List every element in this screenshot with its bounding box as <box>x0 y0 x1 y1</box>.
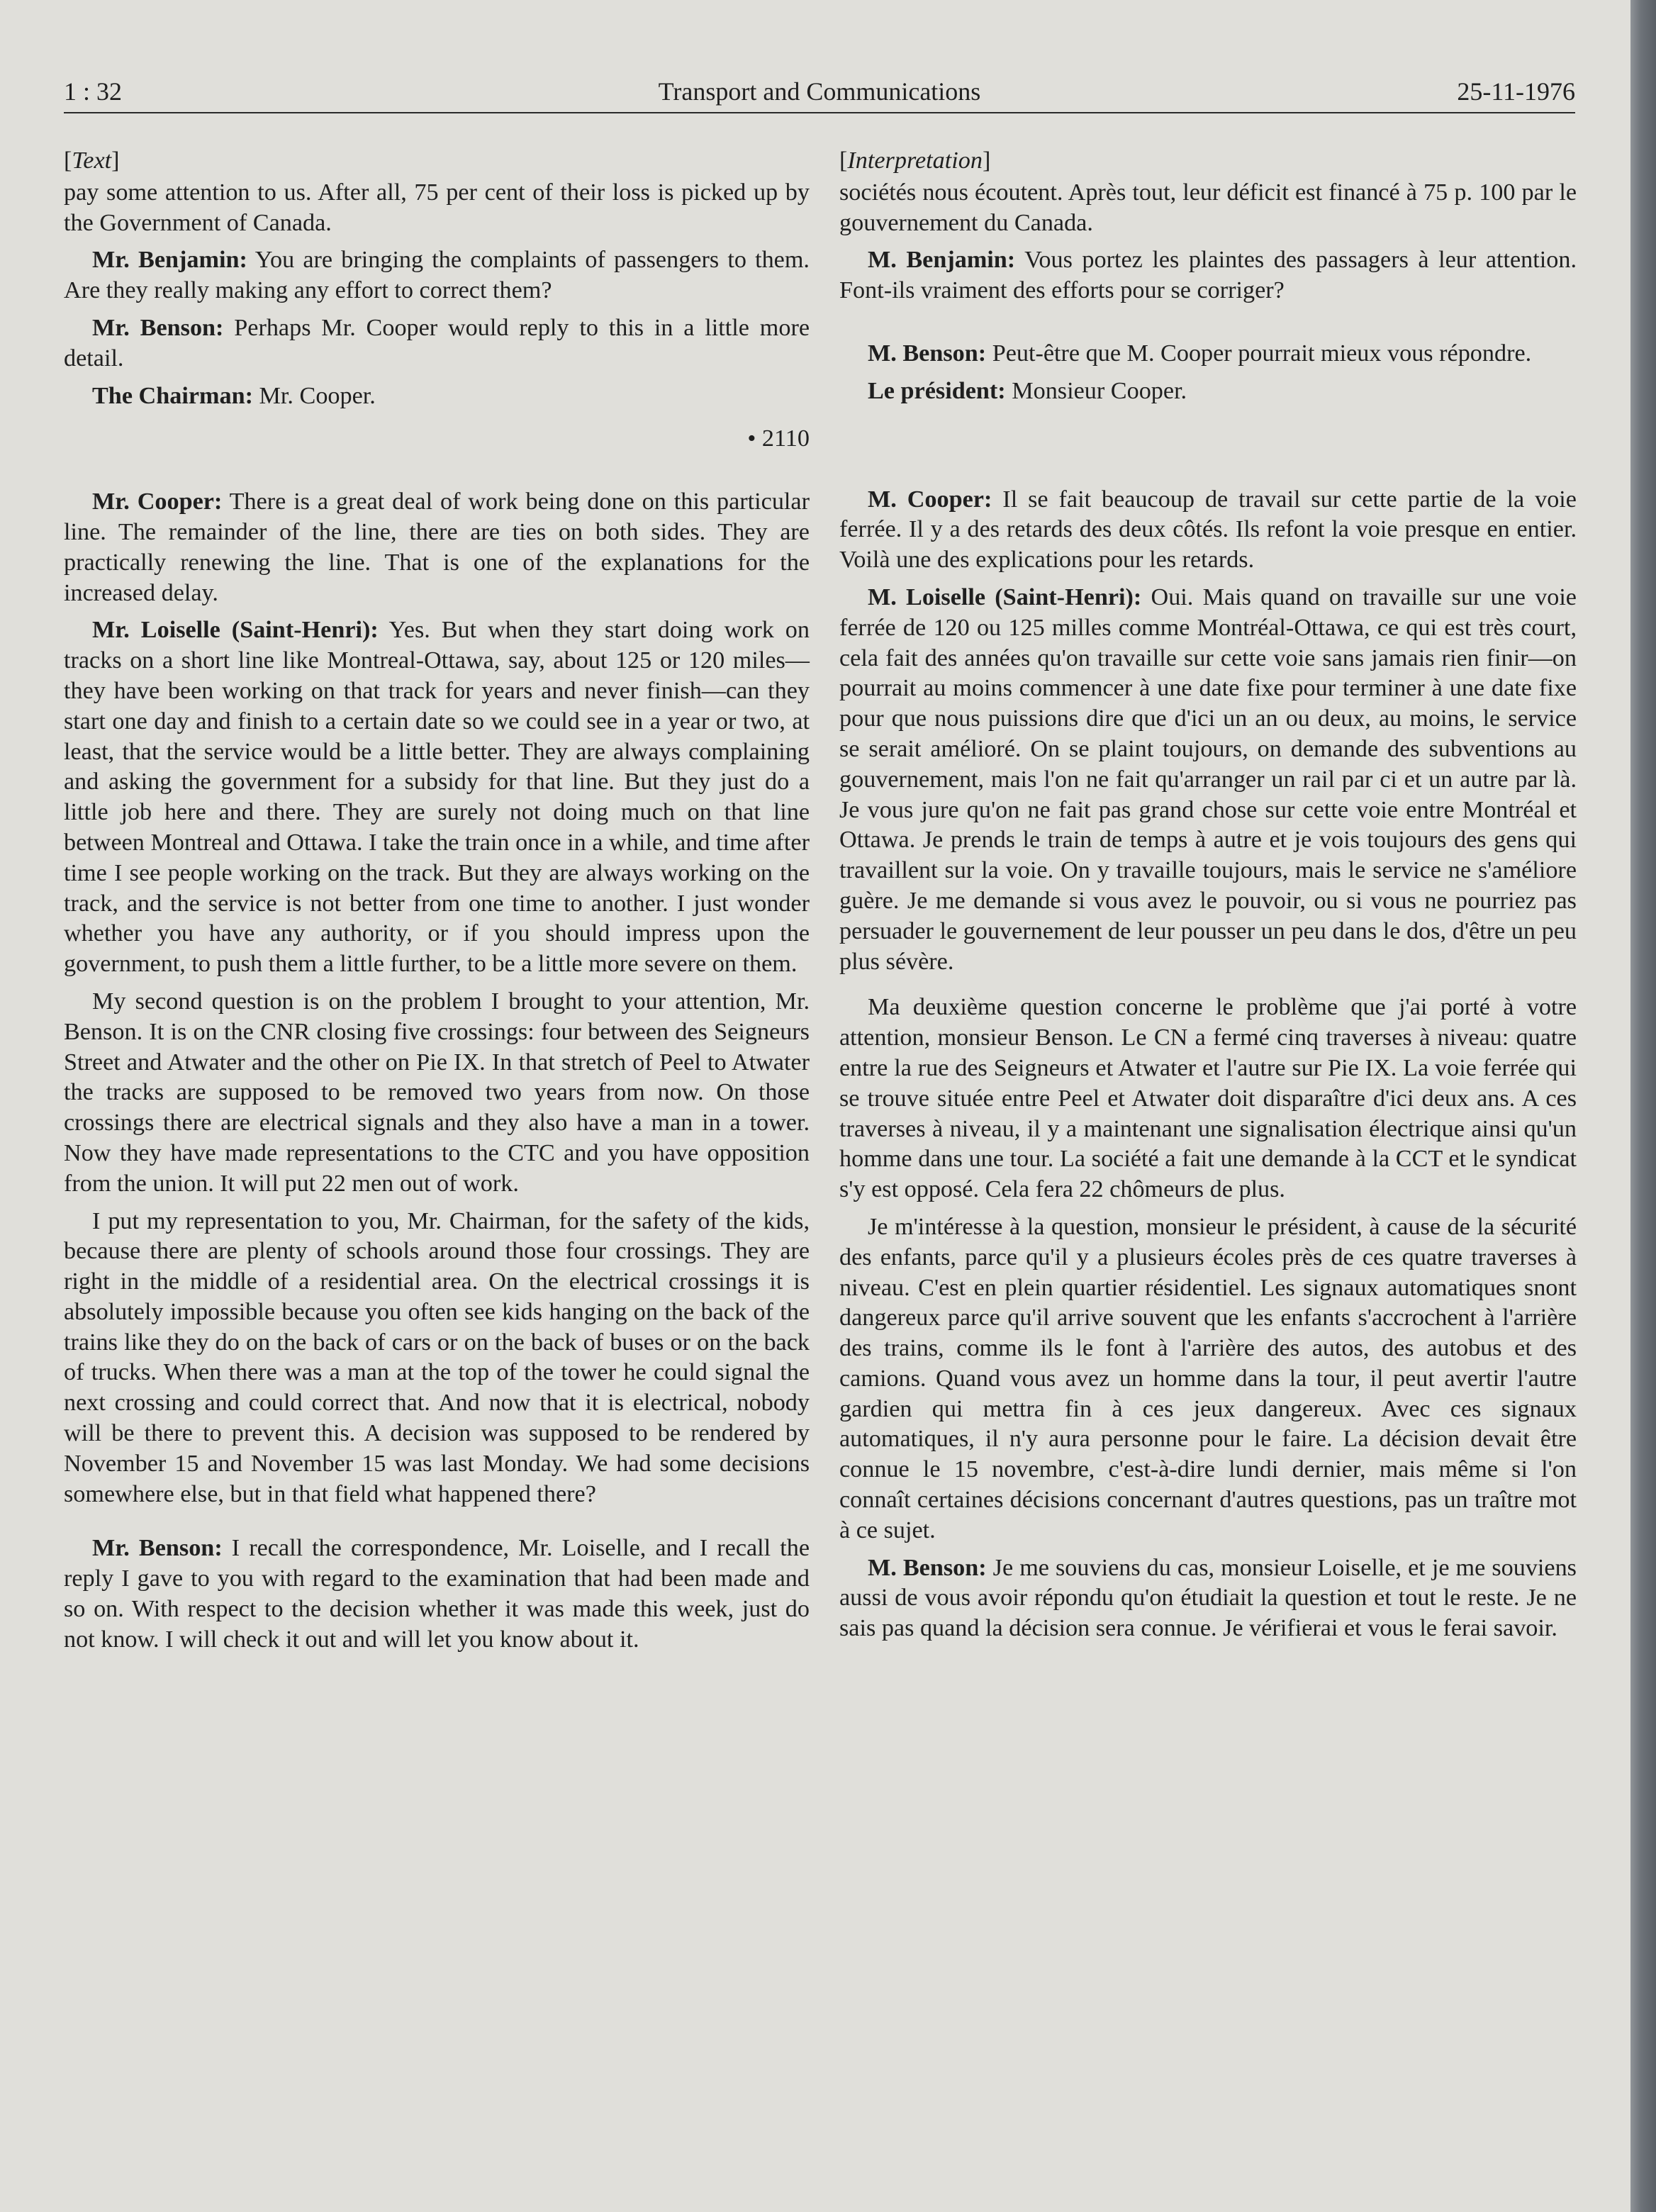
speaker-name: M. Loiselle (Saint-Henri): <box>868 583 1142 610</box>
paragraph: M. Cooper: Il se fait beaucoup de travail sur cette partie de la voie ferrée. Il y a des retards des deux côtés. Ils refont la voie presque en entier. Voilà une des explications pour les retards. <box>839 486 1577 574</box>
page-number: 1 : 32 <box>64 77 123 106</box>
paragraph: M. Benson: Peut-être que M. Cooper pourrait mieux vous répondre. <box>868 340 1532 367</box>
paragraph: The Chairman: Mr. Cooper. <box>92 382 376 409</box>
paragraph: I put my representation to you, Mr. Chairman, for the safety of the kids, because there are plenty of schools around those four crossings. They are right in the middle of a residential area. On the electrical crossings it is absolutely impossible because you often see kids hanging on the back of the trains like they do on the back of cars or on the back of buses or on the back of trucks. When there was a man at the top of the tower he could signal the next crossing and could correct that. And now that it is electrical, nobody will be there to prevent this. A decision was supposed to be rendered by November 15 and November 15 was last Monday. We had some decisions somewhere else, but in that field what happened there? <box>64 1207 810 1507</box>
header-date: 25-11-1976 <box>1457 77 1575 106</box>
paragraph: Ma deuxième question concerne le problème que j'ai porté à votre attention, monsieur Benson. Le CN a fermé cinq traverses à niveau: quatre entre la rue des Seigneurs et Atwater et l'autre sur Pie IX. La voie ferrée qui se trouve située entre Peel et Atwater doit disparaître d'ici deux ans. A ces traverses à niveau, il y a maintenant une signalisation électrique ainsi qu'un homme dans une tour. La société a fait une demande à la CCT et le syndicat s'y est opposé. Cela fera 22 chômeurs de plus. <box>839 994 1577 1203</box>
paragraph: Mr. Loiselle (Saint-Henri): Yes. But when they start doing work on tracks on a short line like Montreal-Ottawa, say, about 125 or 120 miles—they have been working on that track for years and never finish—can they start one day and finish to a certain date so we could see in a year or two, at least, that the service would be a little better. They are always complaining and asking the government for a subsidy for that line. But they just do a little job here and there. They are surely not doing much on that line between Montreal and Ottawa. I take the train once in a while, and time after time I see people working on the track. But they are always working on the track, and the service is not better from one time to another. I just wonder whether you have any authority, or if you should impress upon the government, to push them a little further, to be a little more severe on them. <box>64 617 810 978</box>
speaker-name: M. Benson: <box>868 340 987 367</box>
speaker-name: Mr. Benjamin: <box>92 247 247 274</box>
paragraph: M. Benson: Je me souviens du cas, monsieur Loiselle, et je me souviens aussi de vous avoir répondu qu'on étudiait la question et tout le reste. Je ne sais pas quand la décision sera connue. Je vérifierai et vous le ferai savoir. <box>839 1554 1577 1642</box>
section-label: [Text] <box>64 147 120 174</box>
speaker-name: The Chairman: <box>92 382 253 409</box>
paragraph: Mr. Cooper: There is a great deal of work being done on this particular line. The remainder of the line, there are ties on both sides. They are practically renewing the line. That is one of the explanations for the increased delay. <box>64 488 810 606</box>
speaker-name: Le président: <box>868 377 1006 404</box>
paragraph: Mr. Benson: I recall the correspondence, Mr. Loiselle, and I recall the reply I gave to you with regard to the examination that had been made and so on. With respect to the decision whether it was made this week, just do not know. I will check it out and will let you know about it. <box>64 1535 810 1653</box>
speaker-name: M. Benjamin: <box>868 247 1016 274</box>
speaker-name: Mr. Benson: <box>92 1535 223 1562</box>
speaker-name: M. Cooper: <box>868 486 992 513</box>
running-header <box>64 77 1575 112</box>
paragraph: pay some attention to us. After all, 75 per cent of their loss is picked up by the Government of Canada. <box>64 179 810 236</box>
speaker-name: Mr. Cooper: <box>92 488 223 515</box>
header-rule <box>64 112 1575 113</box>
time-marker: • 2110 <box>747 425 810 452</box>
publication-title: Transport and Communications <box>658 77 981 106</box>
speaker-name: Mr. Benson: <box>92 314 224 341</box>
paragraph: sociétés nous écoutent. Après tout, leur déficit est financé à 75 p. 100 par le gouvernement du Canada. <box>839 179 1577 236</box>
paragraph: Le président: Monsieur Cooper. <box>868 377 1187 404</box>
french-column <box>839 146 1577 1651</box>
paragraph: My second question is on the problem I brought to your attention, Mr. Benson. It is on the CNR closing five crossings: four between des Seigneurs Street and Atwater and the other on Pie IX. In that stretch of Peel to Atwater the tracks are supposed to be removed two years from now. On those crossings there are electrical signals and they also have a man in a tower. Now they have made representations to the CTC and you have opposition from the union. It will put 22 men out of work. <box>64 988 810 1197</box>
paragraph: Mr. Benjamin: You are bringing the complaints of passengers to them. Are they really making any effort to correct them? <box>64 247 810 304</box>
paragraph: M. Loiselle (Saint-Henri): Oui. Mais quand on travaille sur une voie ferrée de 120 ou 125 milles comme Montréal-Ottawa, ce qui est très court, cela fait des années qu'on travaille sur cette voie sans jamais rien finir—on pourrait au moins commencer à une date fixe pour terminer à une date fixe pour que nous puissions dire que d'ici un an ou deux, au moins, le service se serait amélioré. On se plaint toujours, on demande des subventions au gouvernement, mais l'on ne fait qu'arranger un rail par ci et un autre par là. Je vous jure qu'on ne fait pas grand chose sur cette voie entre Montréal et Ottawa. Je prends le train de temps à autre et je vois toujours des gens qui travaillent sur la voie. On y travaille toujours, mais le service ne s'améliore guère. Je me demande si vous avez le pouvoir, ou si vous ne pourriez pas persuader le gouvernement de leur pousser un peu dans le dos, d'être un peu plus sévère. <box>839 583 1577 975</box>
speaker-name: M. Benson: <box>868 1554 987 1581</box>
english-column <box>64 146 810 1663</box>
paragraph: Je m'intéresse à la question, monsieur le président, à cause de la sécurité des enfants, parce qu'il y a plusieurs écoles près de ces quatre traverses à niveau. C'est en plein quartier résidentiel. Les signaux automatiques snont dangereux parce qu'il arrive souvent que les enfants s'accrochent à l'arrière des trains, comme ils le font à l'arrière des autos, des autobus et des camions. Quand vous avez un homme dans la tour, il peut avertir l'autre gardien qui mettra fin à ces jeux dangereux. Avec ces signaux automatiques, il n'y aura personne pour le faire. La décision devait être connue le 15 novembre, c'est-à-dire lundi dernier, mais même si l'on connaît certaines décisions concernant d'autres questions, pas un traître mot à ce sujet. <box>839 1213 1577 1543</box>
section-label: [Interpretation] <box>839 147 991 174</box>
paragraph: M. Benjamin: Vous portez les plaintes des passagers à leur attention. Font-ils vraiment des efforts pour se corriger? <box>839 247 1577 304</box>
speaker-name: Mr. Loiselle (Saint-Henri): <box>92 617 379 644</box>
paragraph: Mr. Benson: Perhaps Mr. Cooper would reply to this in a little more detail. <box>64 314 810 372</box>
page-edge <box>1630 0 1656 2212</box>
